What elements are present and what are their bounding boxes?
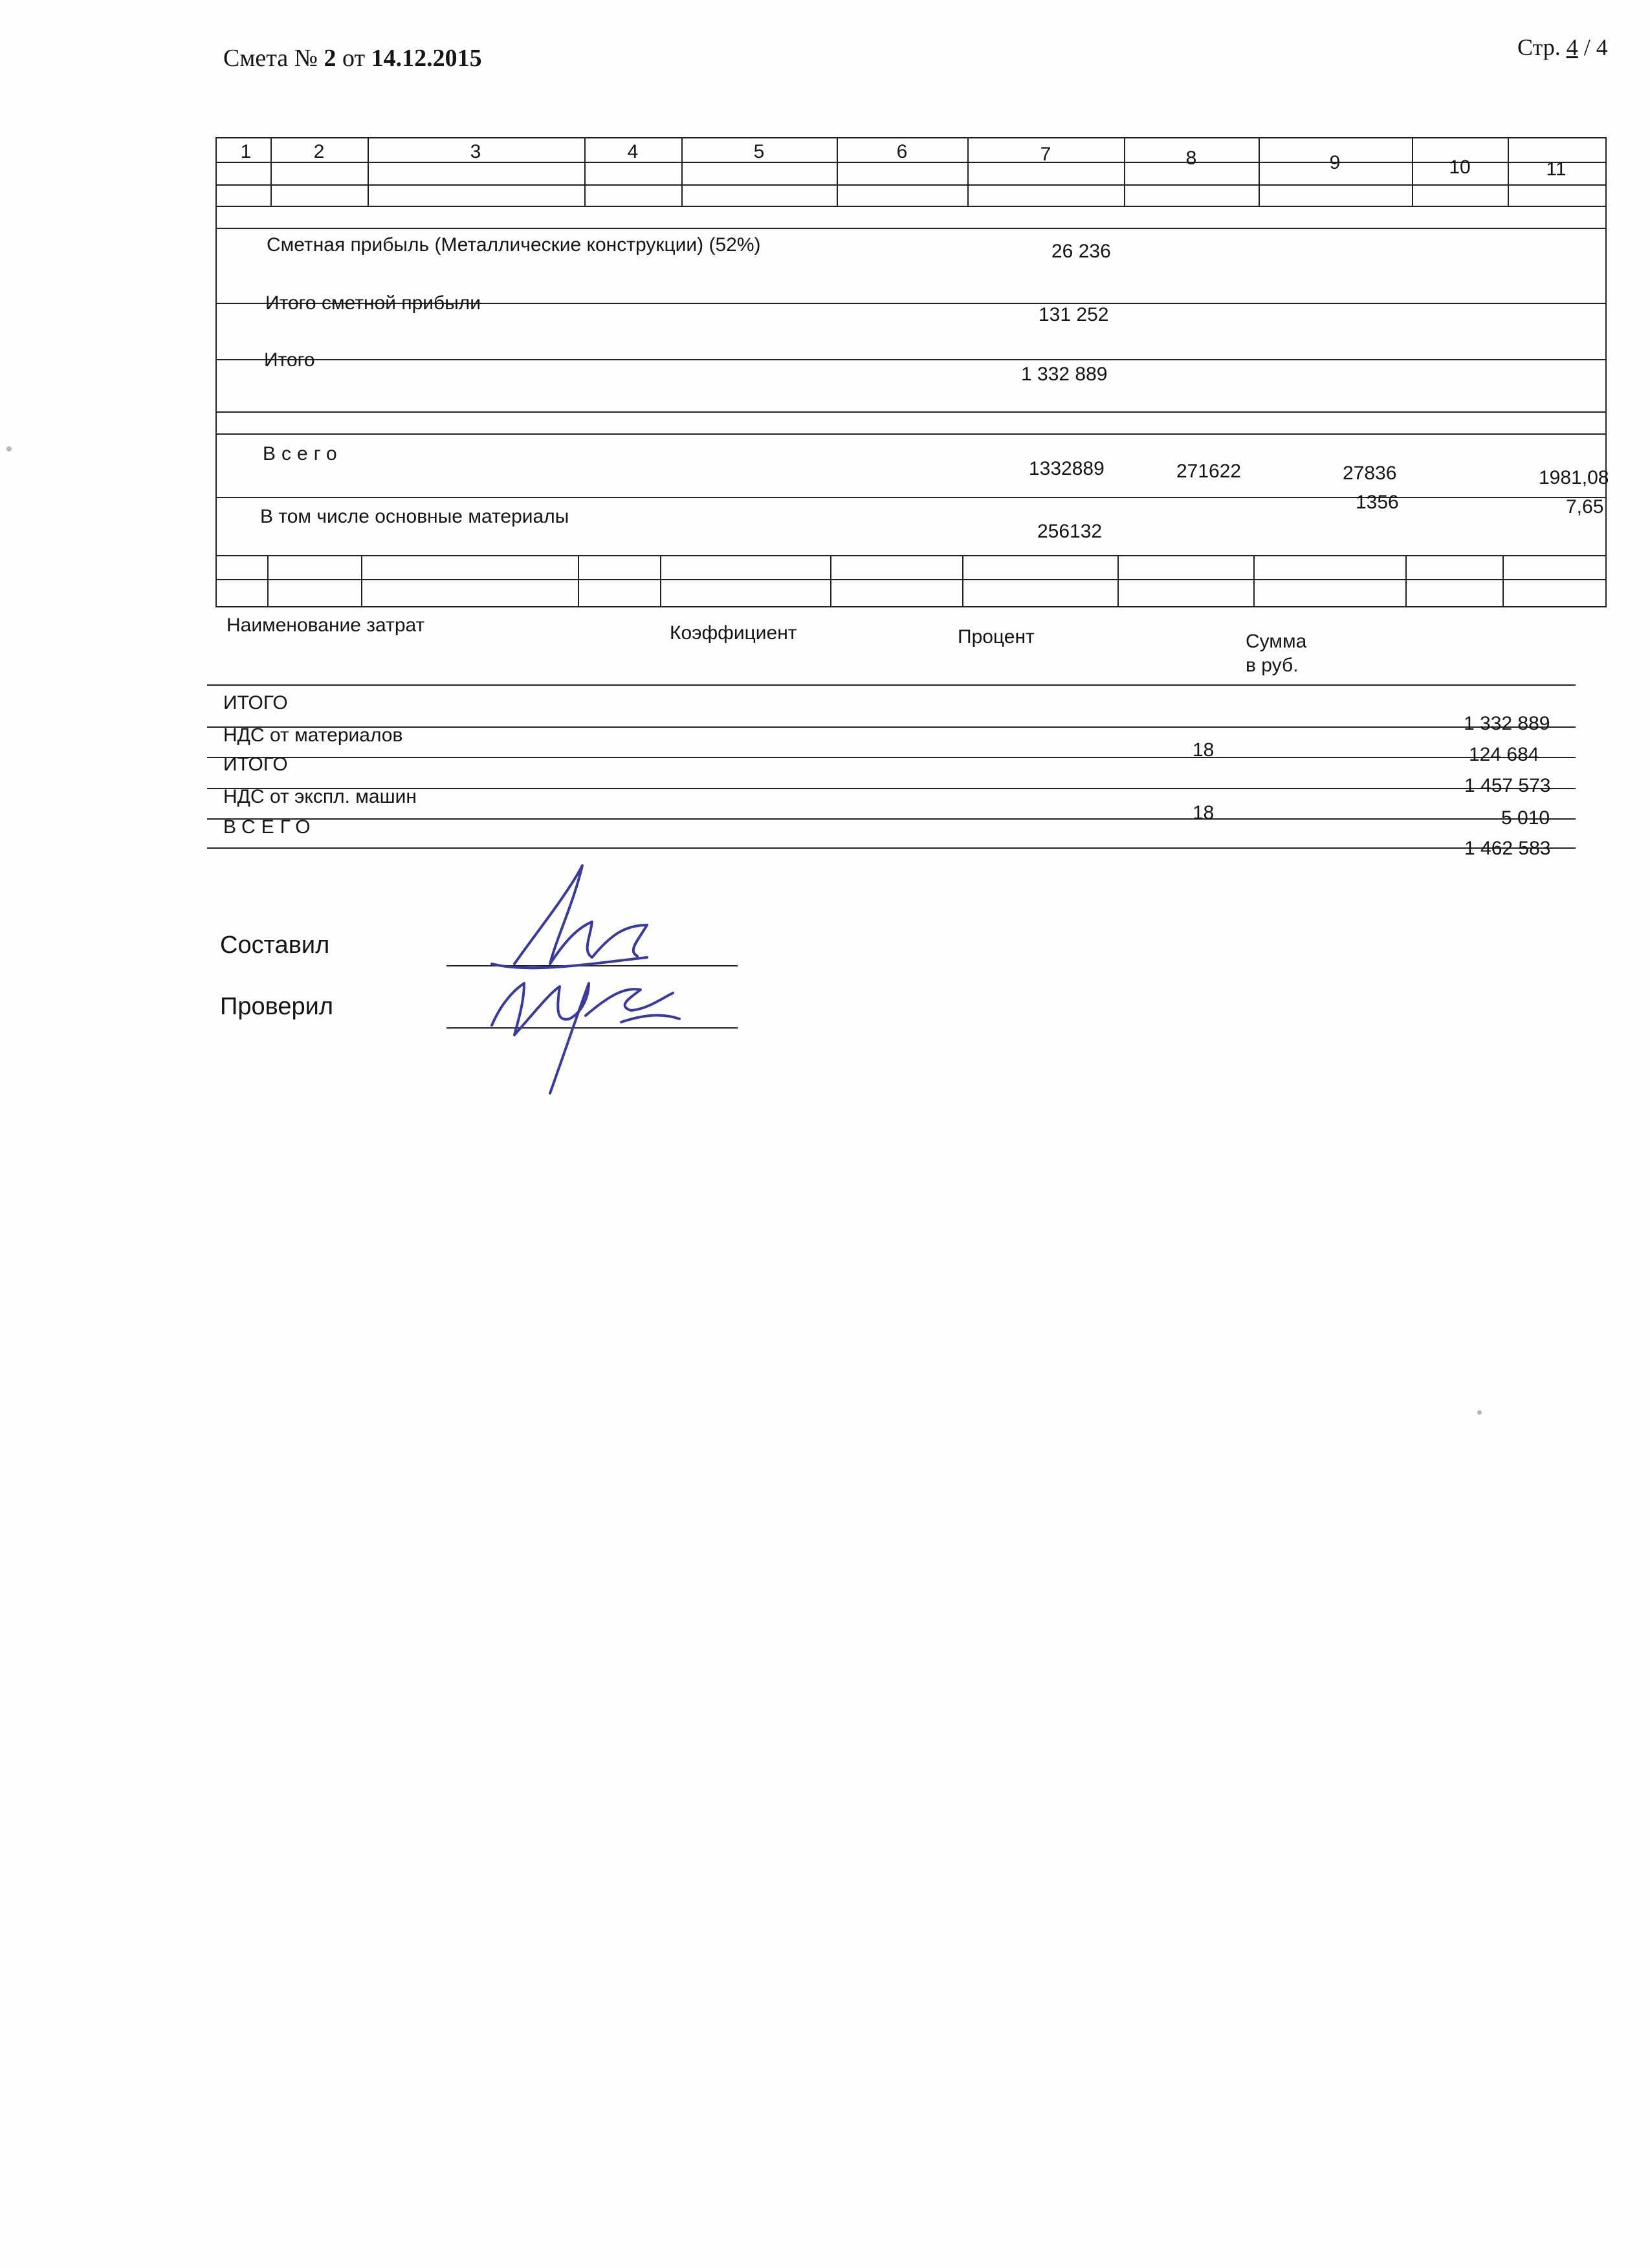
- value-vsego-col11-extra: 7,65: [1566, 496, 1604, 518]
- column-number: 3: [470, 141, 481, 162]
- summary-row-sum: 1 457 573: [1464, 775, 1551, 796]
- compiled-by-label: Составил: [220, 932, 330, 959]
- column-number: 9: [1329, 152, 1341, 173]
- value-vsego-col7: 1332889: [1029, 458, 1105, 479]
- page-current: 4: [1566, 34, 1578, 60]
- value-itogo: 1 332 889: [1021, 364, 1108, 385]
- value-vsego-col8: 271622: [1176, 461, 1242, 482]
- column-number: 11: [1546, 158, 1567, 180]
- summary-row-percent: 18: [1193, 802, 1215, 823]
- summary-row-name: ИТОГО: [223, 692, 288, 714]
- summary-row-name: НДС от материалов: [223, 725, 403, 746]
- row-label-profit-metal: Сметная прибыль (Металлические конструкции) (52%): [267, 234, 761, 256]
- summary-header-coef: Коэффициент: [670, 622, 797, 644]
- summary-header-name: Наименование затрат: [226, 615, 425, 636]
- page-total: 4: [1596, 34, 1608, 60]
- summary-row-sum: 5 010: [1501, 807, 1550, 829]
- estimate-title: Смета № 2 от 14.12.2015: [223, 45, 482, 72]
- value-profit-metal: 26 236: [1051, 241, 1111, 262]
- handwritten-signature: [453, 860, 751, 1100]
- column-number: 10: [1449, 157, 1471, 178]
- column-number: 4: [627, 141, 639, 162]
- summary-row-name: ВСЕГО: [223, 816, 316, 838]
- row-label-vsego: Всего: [263, 443, 343, 464]
- checked-by-label: Проверил: [220, 993, 334, 1020]
- estimate-date: 14.12.2015: [371, 45, 482, 72]
- row-label-main-materials: В том числе основные материалы: [260, 506, 569, 527]
- column-number: 7: [1040, 144, 1051, 165]
- summary-header-sum-unit: в руб.: [1246, 655, 1299, 676]
- column-number: 1: [240, 141, 252, 162]
- summary-row-sum: 124 684: [1469, 744, 1539, 765]
- value-vsego-col11: 1981,08: [1539, 467, 1609, 488]
- column-number: 2: [313, 141, 325, 162]
- scan-artifact: [1477, 1410, 1482, 1415]
- column-number: 5: [753, 141, 765, 162]
- summary-row-sum: 1 332 889: [1464, 713, 1550, 734]
- column-number: 8: [1185, 147, 1197, 169]
- row-label-itogo: Итого: [264, 349, 315, 371]
- scan-artifact: [6, 446, 12, 452]
- summary-row-percent: 18: [1193, 739, 1215, 761]
- value-vsego-col9: 27836: [1343, 463, 1397, 484]
- summary-header-sum: Сумма: [1246, 631, 1307, 652]
- summary-row-name: ИТОГО: [223, 754, 288, 775]
- summary-row-sum: 1 462 583: [1464, 838, 1551, 859]
- summary-header-percent: Процент: [958, 626, 1035, 648]
- value-vsego-col9-extra: 1356: [1356, 492, 1399, 513]
- page-indicator: Стр. 4 / 4: [1517, 34, 1608, 60]
- value-main-materials: 256132: [1037, 521, 1103, 542]
- summary-row-name: НДС от экспл. машин: [223, 786, 417, 807]
- row-label-profit-total: Итого сметной прибыли: [265, 292, 481, 314]
- estimate-number: 2: [324, 45, 336, 72]
- column-number: 6: [896, 141, 908, 162]
- value-profit-total: 131 252: [1039, 304, 1109, 325]
